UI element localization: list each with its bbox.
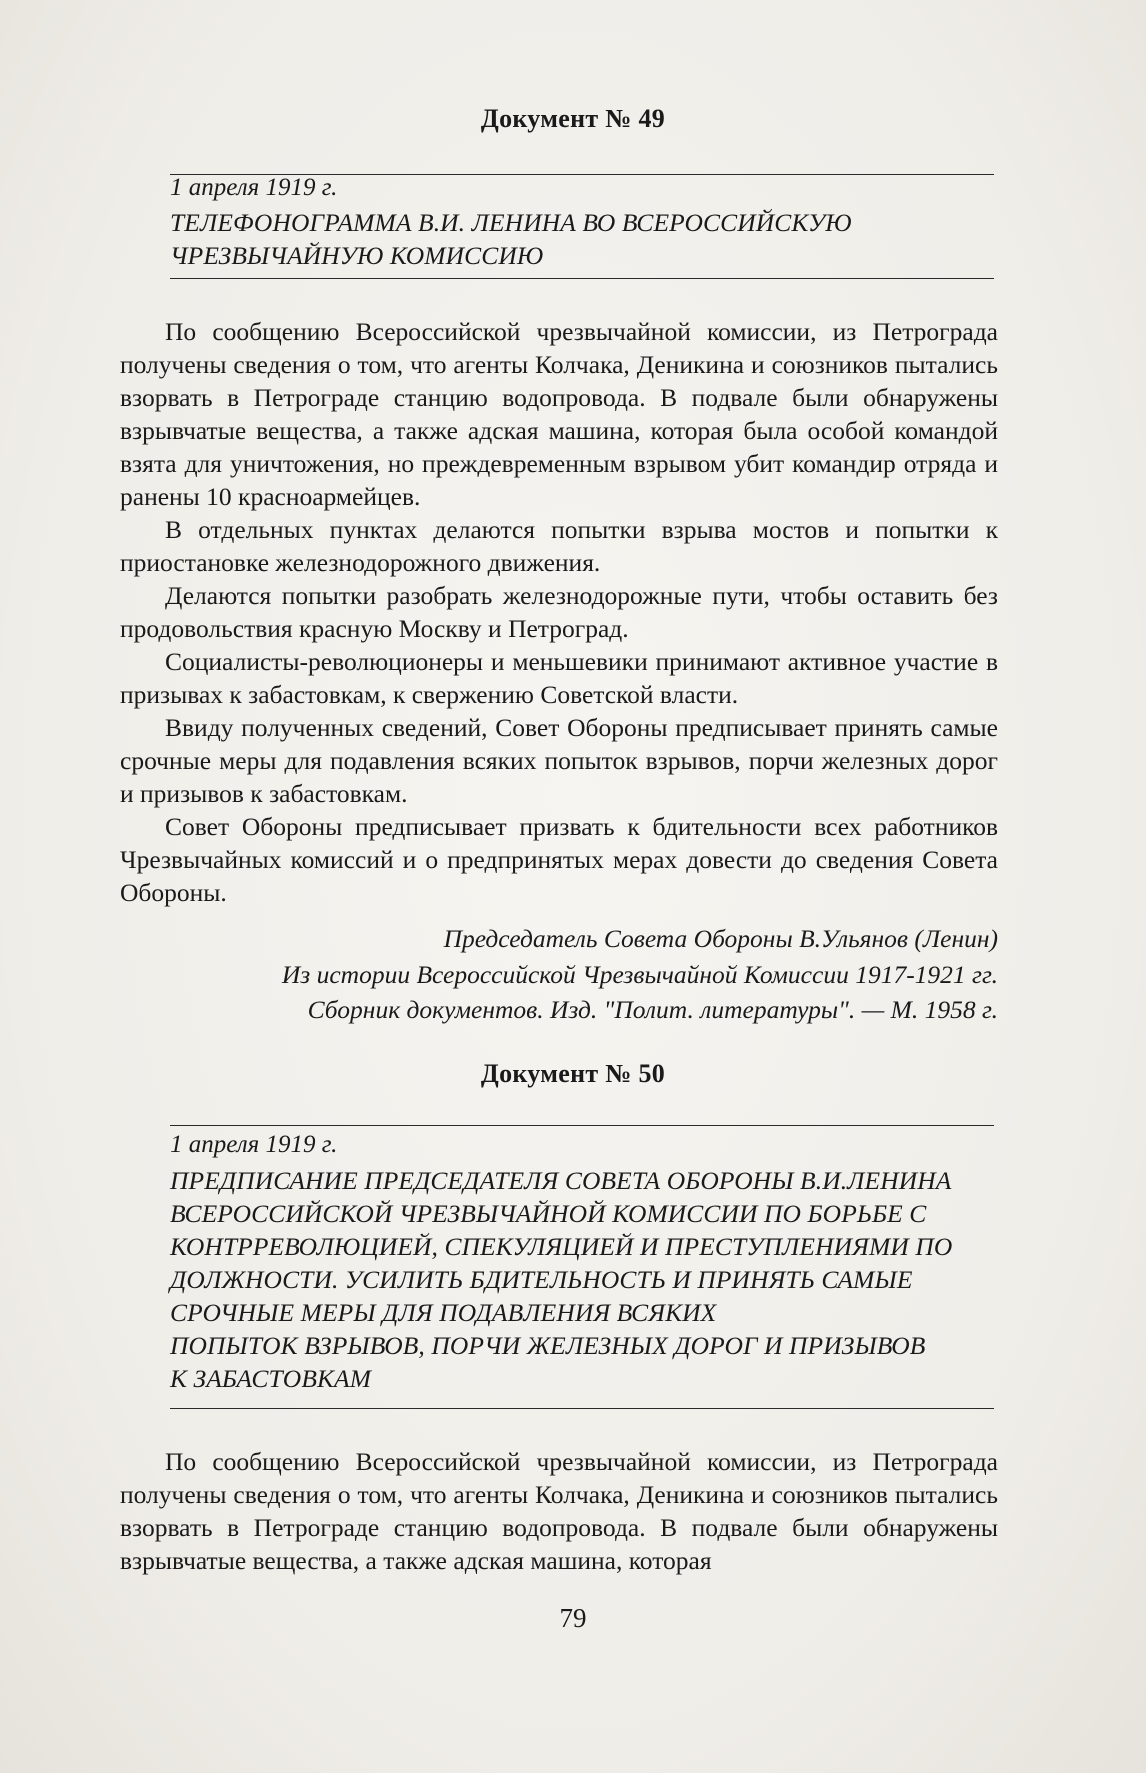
doc50-title-line: ПОПЫТОК ВЗРЫВОВ, ПОРЧИ ЖЕЛЕЗНЫХ ДОРОГ И ПРИЗЫВОВ	[170, 1331, 926, 1360]
doc50-title-line: ВСЕРОССИЙСКОЙ ЧРЕЗВЫЧАЙНОЙ КОМИССИИ ПО БОРЬБЕ С	[170, 1199, 927, 1228]
doc50-heading: Документ № 50	[480, 1059, 666, 1088]
doc49-title-line: ЧРЕЗВЫЧАЙНУЮ КОМИССИЮ	[170, 241, 544, 270]
doc49-bottom-rule	[170, 278, 994, 279]
doc49-paragraph: Социалисты-революционеры и меньшевики принимают активное участие в призывах к забастовкам, к свержению Советской власти.	[120, 647, 998, 709]
doc50-title-line: ДОЛЖНОСТИ. УСИЛИТЬ БДИТЕЛЬНОСТЬ И ПРИНЯТЬ САМЫЕ	[170, 1265, 913, 1294]
page-number: 79	[559, 1603, 587, 1633]
doc50-title-line: КОНТРРЕВОЛЮЦИЕЙ, СПЕКУЛЯЦИЕЙ И ПРЕСТУПЛЕНИЯМИ ПО	[170, 1232, 953, 1261]
doc50-title-line: СРОЧНЫЕ МЕРЫ ДЛЯ ПОДАВЛЕНИЯ ВСЯКИХ	[170, 1298, 717, 1327]
doc49-source-line: Сборник документов. Изд. "Полит. литературы". — М. 1958 г.	[307, 995, 998, 1024]
doc50-title-line: К ЗАБАСТОВКАМ	[170, 1364, 372, 1393]
doc50-title-line: ПРЕДПИСАНИЕ ПРЕДСЕДАТЕЛЯ СОВЕТА ОБОРОНЫ В.И.ЛЕНИНА	[170, 1166, 952, 1195]
doc49-title	[170, 206, 1000, 272]
doc49-signature: Председатель Совета Обороны В.Ульянов (Ленин)	[443, 924, 998, 953]
doc49-heading: Документ № 49	[480, 104, 666, 133]
doc50-title	[170, 1164, 1000, 1395]
doc50-bottom-rule	[170, 1408, 994, 1409]
doc49-paragraph: Совет Обороны предписывает призвать к бдительности всех работников Чрезвычайных комиссий и о предпринятых мерах довести до сведения Совета Обороны.	[120, 812, 998, 907]
doc49-paragraph: В отдельных пунктах делаются попытки взрыва мостов и попытки к приостановке железнодорожного движения.	[120, 515, 998, 577]
doc50-date: 1 апреля 1919 г.	[170, 1131, 338, 1158]
doc49-title-line: ТЕЛЕФОНОГРАММА В.И. ЛЕНИНА ВО ВСЕРОССИЙСКУЮ	[170, 208, 852, 237]
doc49-source-line: Из истории Всероссийской Чрезвычайной Комиссии 1917-1921 гг.	[281, 960, 998, 989]
doc49-date: 1 апреля 1919 г.	[170, 174, 338, 201]
doc49-paragraph: Делаются попытки разобрать железнодорожные пути, чтобы оставить без продовольствия красную Москву и Петроград.	[120, 581, 998, 643]
doc50-paragraph: По сообщению Всероссийской чрезвычайной комиссии, из Петрограда получены сведения о том, что агенты Колчака, Деникина и союзников пытались взорвать в Петрограде станцию водопровода. В подвале были обнаружены взрывчатые вещества, а также адская машина, которая	[120, 1447, 998, 1575]
doc49-paragraph: По сообщению Всероссийской чрезвычайной комиссии, из Петрограда получены сведения о том, что агенты Колчака, Деникина и союзников пытались взорвать в Петрограде станцию водопровода. В подвале были обнаружены взрывчатые вещества, а также адская машина, которая была особой командой взята для уничтожения, но преждевременным взрывом убит командир отряда и ранены 10 красноармейцев.	[120, 317, 998, 511]
doc50-body	[120, 1445, 998, 1577]
doc49-paragraph: Ввиду полученных сведений, Совет Обороны предписывает принять самые срочные меры для подавления всяких попыток взрывов, порчи железных дорог и призывов к забастовкам.	[120, 713, 998, 808]
doc50-top-rule	[170, 1125, 994, 1126]
doc49-body	[120, 315, 998, 909]
